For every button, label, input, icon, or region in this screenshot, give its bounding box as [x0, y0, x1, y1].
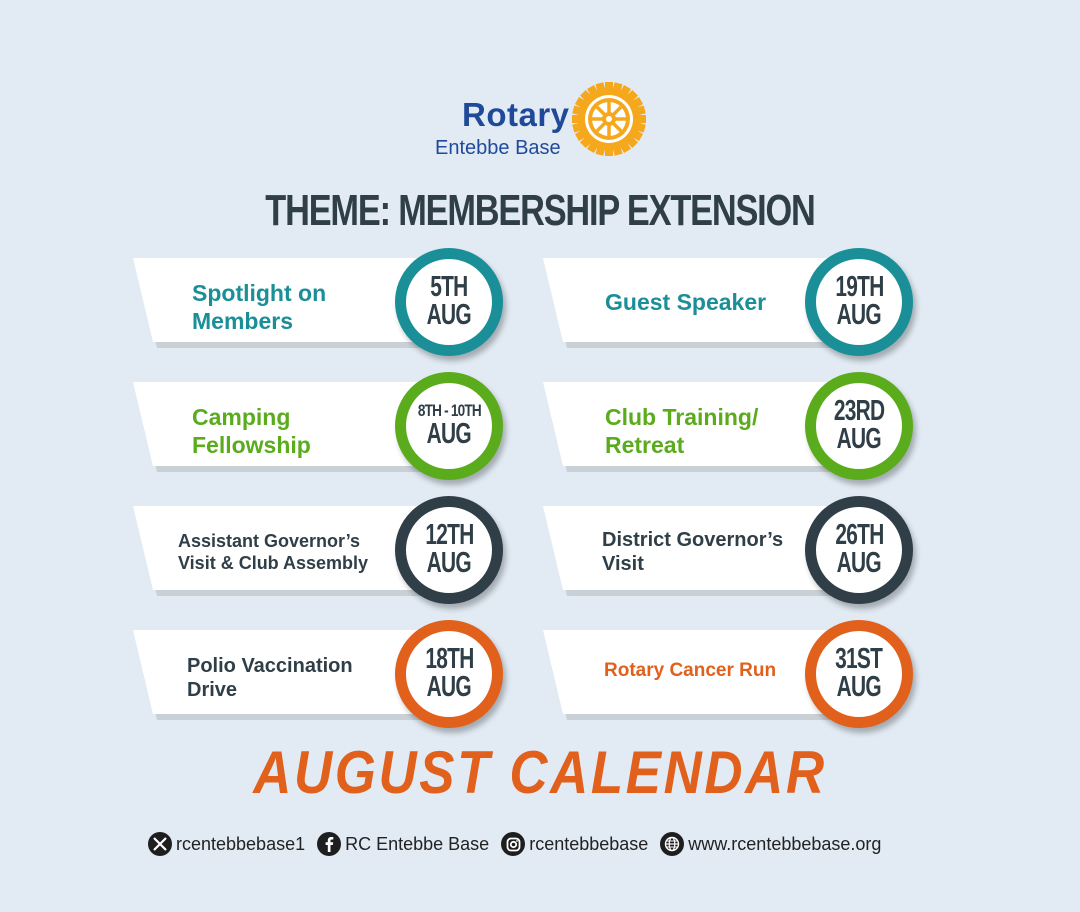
event-label: Spotlight on Members	[192, 280, 327, 334]
event-card-assistant-governor	[133, 496, 503, 606]
facebook-name: RC Entebbe Base	[345, 833, 490, 854]
x-handle-item[interactable]	[148, 832, 305, 856]
date-day: 12TH	[424, 519, 474, 552]
instagram-icon	[501, 832, 525, 856]
date-badge	[395, 496, 503, 604]
brand-name: Rotary	[462, 96, 570, 133]
date-month: AUG	[836, 423, 882, 455]
date-badge	[395, 620, 503, 728]
date-badge	[395, 372, 503, 480]
event-label: Polio Vaccination Drive	[187, 655, 353, 701]
event-label: Guest Speaker	[605, 289, 767, 315]
date-month: AUG	[426, 547, 472, 579]
date-day: 5TH	[430, 271, 468, 304]
club-name: Entebbe Base	[435, 137, 561, 159]
facebook-icon	[317, 832, 341, 856]
event-card-polio	[133, 620, 503, 730]
date-badge	[805, 496, 913, 604]
event-label: Assistant Governor’s Visit & Club Assembly	[178, 531, 369, 573]
date-day: 18TH	[424, 643, 474, 676]
rotary-logo	[430, 80, 660, 160]
instagram-item[interactable]	[501, 832, 648, 856]
facebook-item[interactable]	[317, 832, 489, 856]
globe-icon	[660, 832, 684, 856]
event-card-guest-speaker	[543, 248, 913, 358]
event-label: District Governor’s Visit	[602, 529, 784, 575]
event-card-spotlight	[133, 248, 503, 358]
date-day: 26TH	[834, 519, 884, 552]
rotary-wheel-icon	[572, 82, 646, 156]
social-footer	[148, 830, 893, 858]
date-month: AUG	[836, 547, 882, 579]
date-month: AUG	[426, 671, 472, 703]
x-icon	[148, 832, 172, 856]
date-month: AUG	[836, 299, 882, 331]
date-badge	[805, 620, 913, 728]
date-month: AUG	[836, 671, 882, 703]
date-day: 23RD	[833, 395, 885, 428]
date-badge	[805, 372, 913, 480]
event-card-district-governor	[543, 496, 913, 606]
theme-heading: THEME: MEMBERSHIP EXTENSION	[265, 186, 815, 235]
event-card-camping	[133, 372, 503, 482]
event-label: Camping Fellowship	[192, 404, 311, 458]
date-day: 19TH	[834, 271, 884, 304]
event-card-club-training	[543, 372, 913, 482]
website-url: www.rcentebbebase.org	[688, 833, 882, 854]
date-month: AUG	[426, 299, 472, 331]
date-day: 31ST	[835, 643, 883, 676]
event-label: Rotary Cancer Run	[604, 660, 777, 681]
date-badge	[395, 248, 503, 356]
date-month: AUG	[426, 418, 472, 451]
website-item[interactable]	[660, 832, 881, 856]
event-card-cancer-run	[543, 620, 913, 730]
date-day: 8TH - 10TH	[417, 401, 481, 421]
event-label: Club Training/ Retreat	[605, 404, 759, 458]
calendar-title: AUGUST CALENDAR	[253, 739, 827, 806]
instagram-handle: rcentebbebase	[529, 833, 649, 854]
x-handle: rcentebbebase1	[176, 833, 306, 854]
date-badge	[805, 248, 913, 356]
